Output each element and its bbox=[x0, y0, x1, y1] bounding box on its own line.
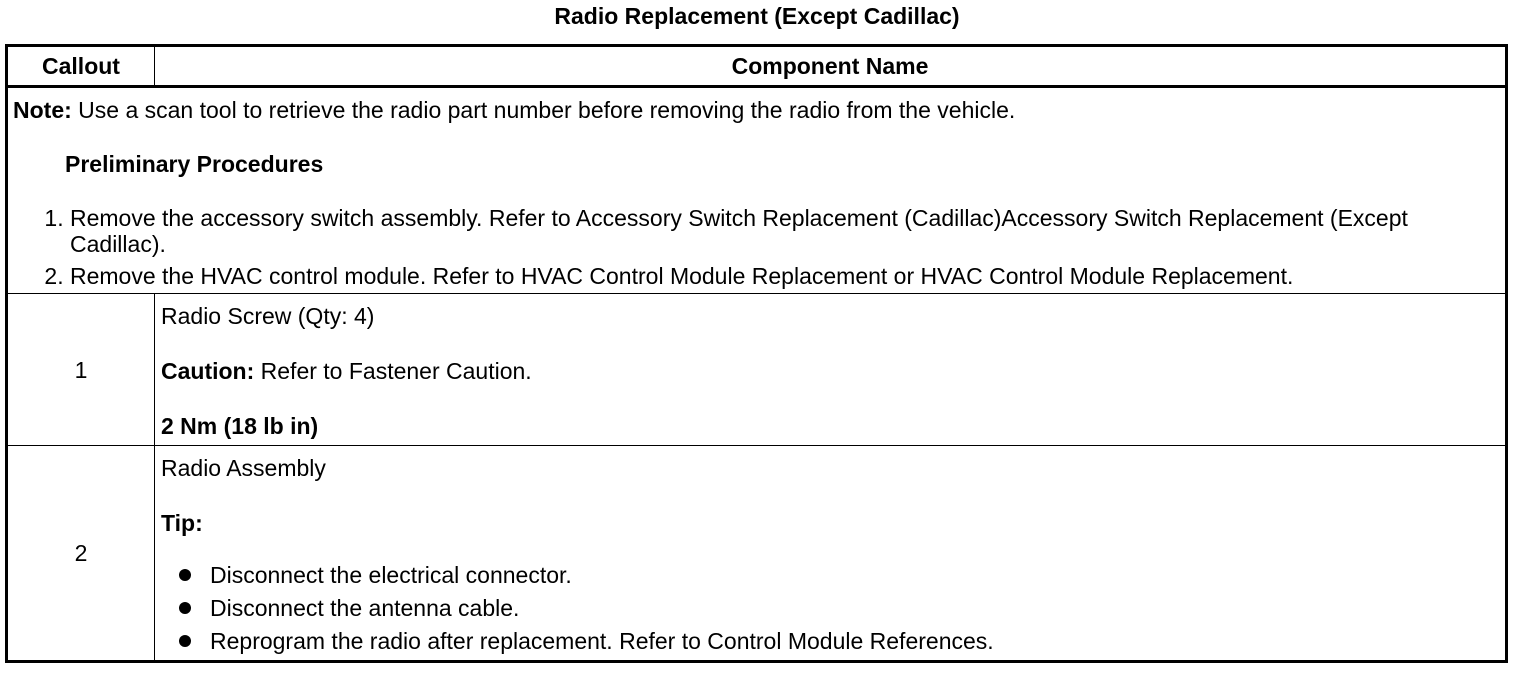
preliminary-steps-list bbox=[13, 205, 1499, 289]
tip-text: Reprogram the radio after replacement. Refer to Control Module References. bbox=[210, 628, 994, 654]
torque-spec: 2 Nm (18 lb in) bbox=[161, 413, 319, 439]
component-cell bbox=[155, 294, 1507, 446]
tip-label: Tip: bbox=[161, 510, 203, 536]
component-cell bbox=[155, 446, 1507, 662]
tip-list bbox=[161, 562, 1499, 654]
component-name-column-header: Component Name bbox=[155, 46, 1507, 87]
preliminary-procedures-heading: Preliminary Procedures bbox=[65, 151, 324, 177]
tip-item bbox=[161, 595, 1499, 621]
procedure-table bbox=[5, 44, 1508, 663]
table-row bbox=[7, 294, 1507, 446]
tip-item bbox=[161, 562, 1499, 588]
note bbox=[13, 97, 1499, 123]
preliminary-step: 2. Remove the HVAC control module. Refer to HVAC Control Module Replacement or HVAC Control Module Replacement. bbox=[70, 263, 1499, 289]
bullet-icon bbox=[179, 635, 191, 647]
tip-item bbox=[161, 628, 1499, 654]
callout-number: 1 bbox=[7, 294, 155, 446]
caution bbox=[161, 358, 1499, 384]
callout-number: 2 bbox=[7, 446, 155, 662]
tip-text: Disconnect the antenna cable. bbox=[210, 595, 520, 621]
table-row bbox=[7, 446, 1507, 662]
component-name: Radio Assembly bbox=[161, 455, 326, 481]
tip-text: Disconnect the electrical connector. bbox=[210, 562, 572, 588]
note-row bbox=[7, 87, 1507, 294]
note-label: Note: bbox=[13, 97, 72, 123]
callout-column-header: Callout bbox=[7, 46, 155, 87]
preliminary-step: 1. Remove the accessory switch assembly. Refer to Accessory Switch Replacement (Cadillac)Accessory Switch Replacement (Except Cadillac). bbox=[70, 205, 1499, 257]
page-title: Radio Replacement (Except Cadillac) bbox=[554, 3, 960, 29]
caution-text: Refer to Fastener Caution. bbox=[254, 358, 532, 384]
bullet-icon bbox=[179, 569, 191, 581]
component-name: Radio Screw (Qty: 4) bbox=[161, 303, 375, 329]
note-cell bbox=[7, 87, 1507, 294]
bullet-icon bbox=[179, 602, 191, 614]
note-text: Use a scan tool to retrieve the radio part number before removing the radio from the vehicle. bbox=[71, 97, 1016, 123]
caution-label: Caution: bbox=[161, 358, 255, 384]
table-header-row bbox=[7, 46, 1507, 87]
